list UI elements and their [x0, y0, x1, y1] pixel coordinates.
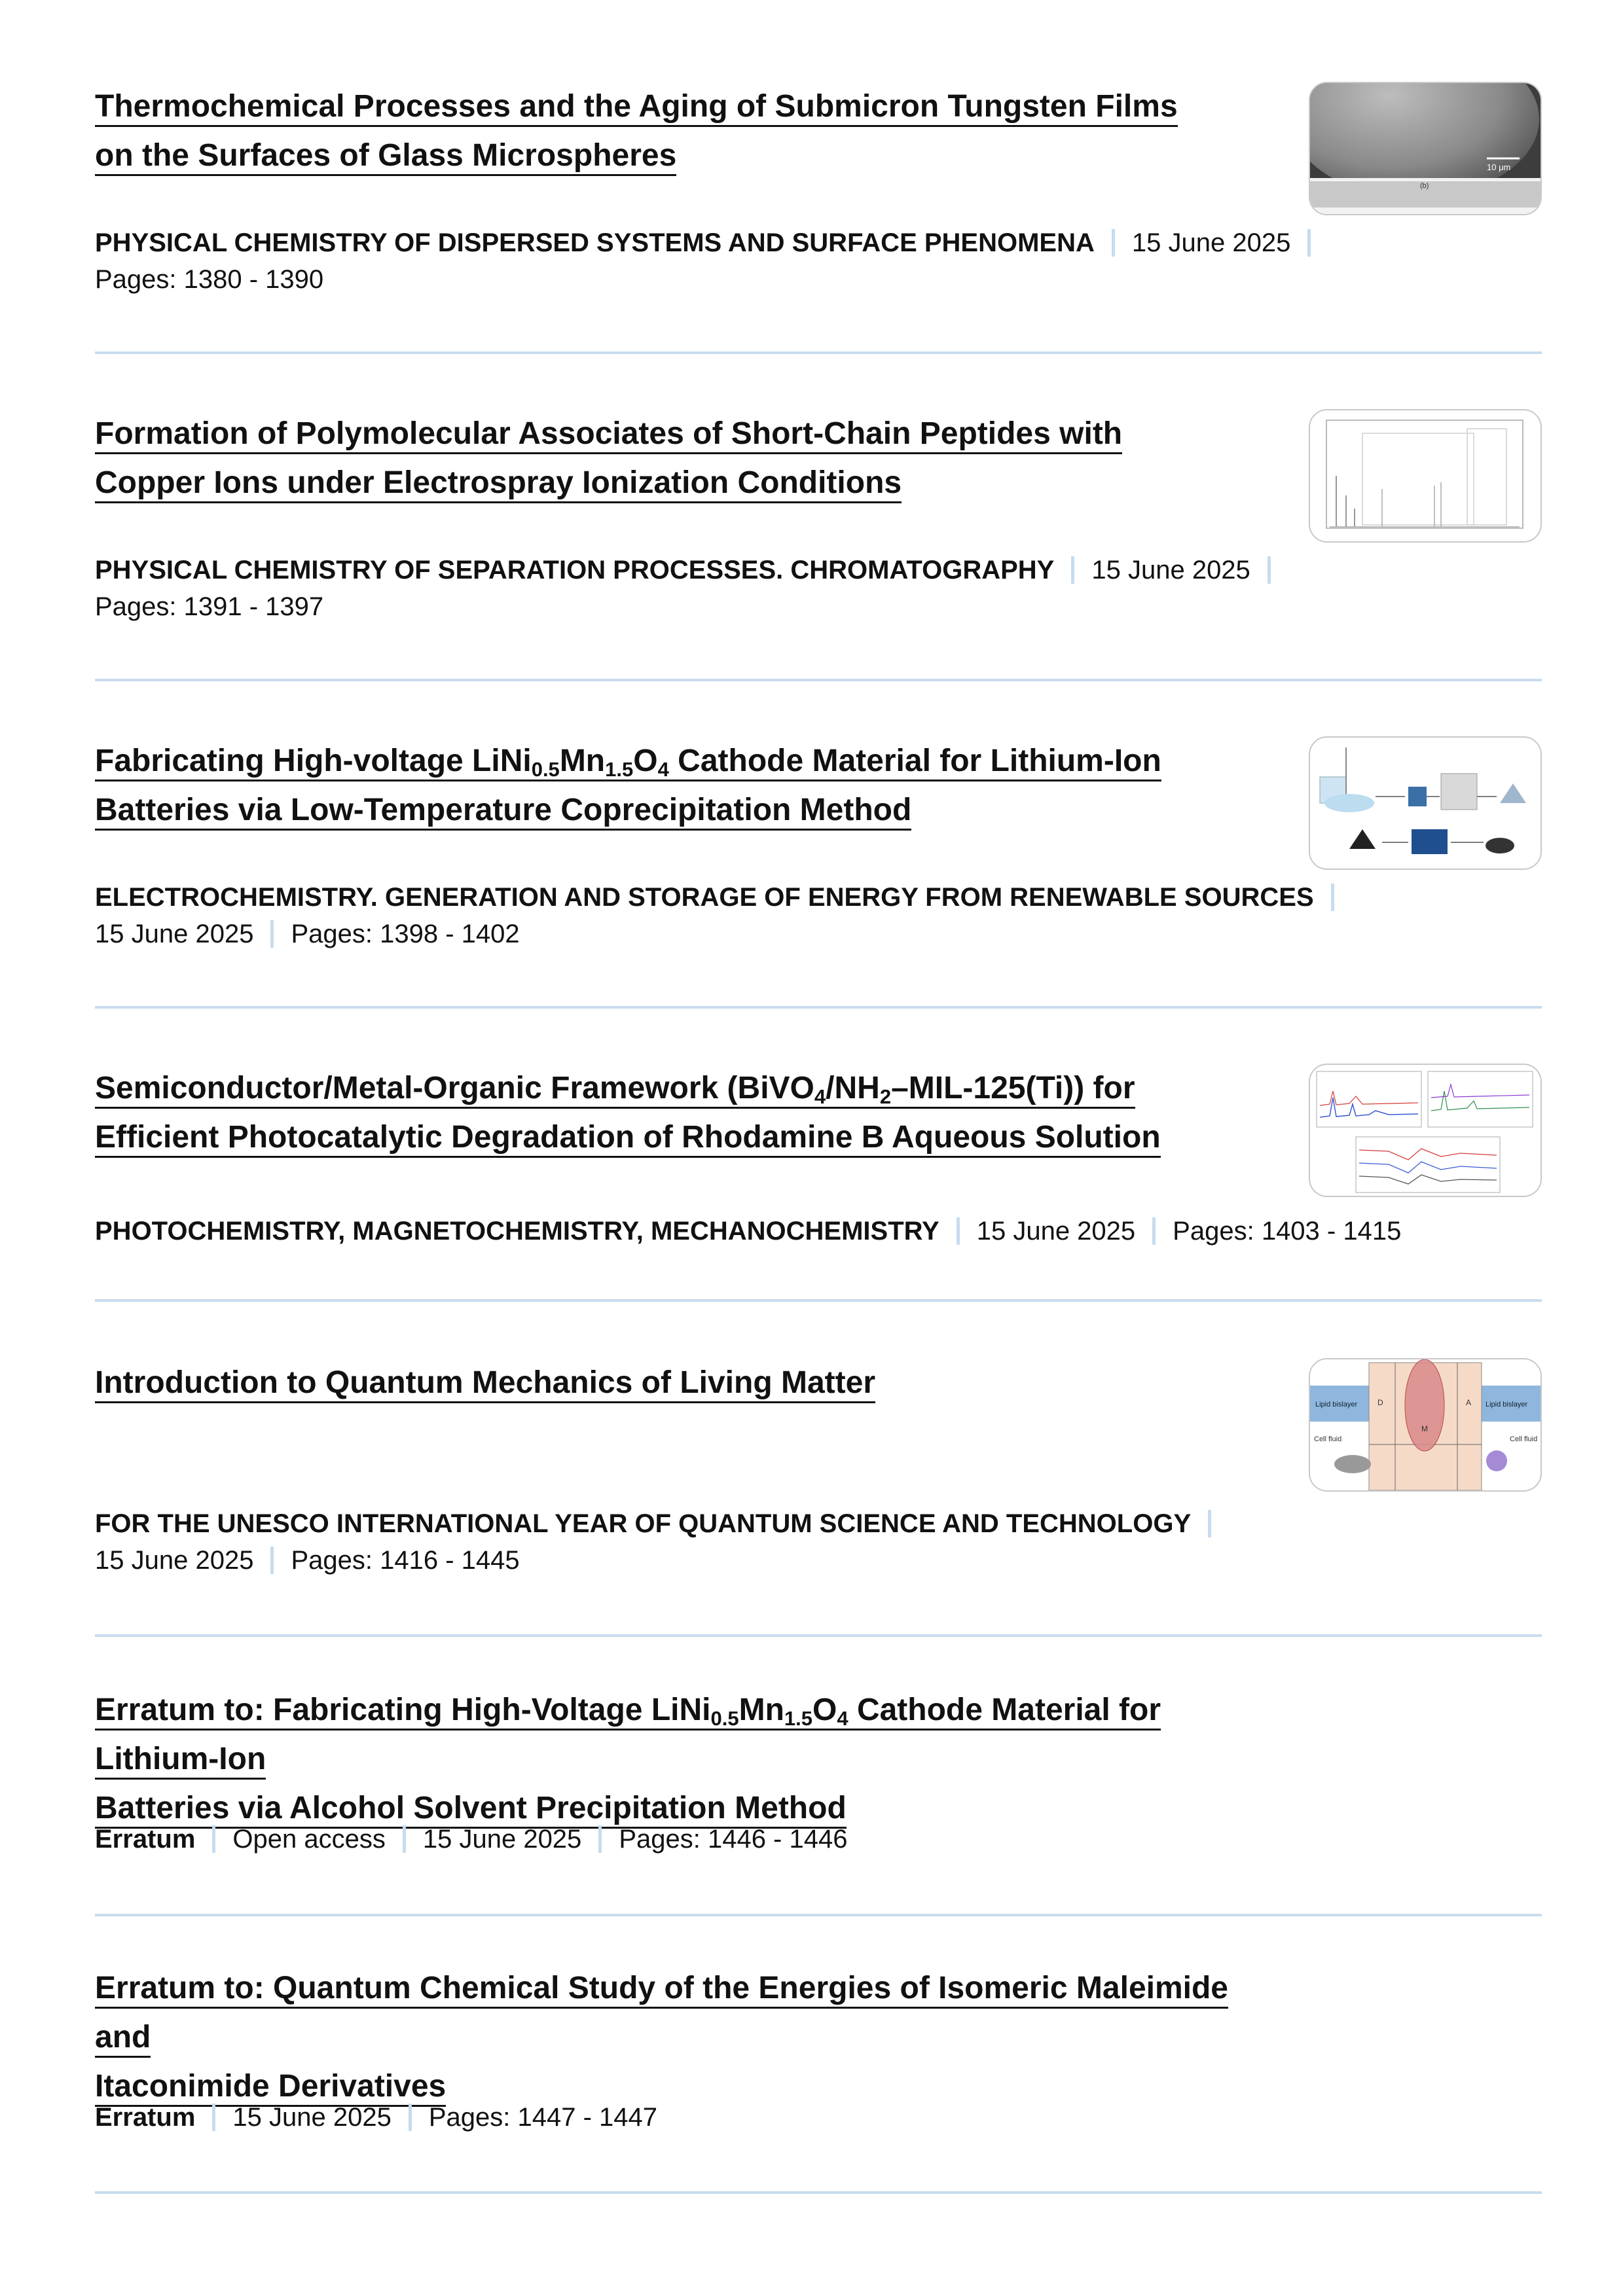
- membrane-diagram: [1310, 1359, 1541, 1490]
- article-title-link[interactable]: Erratum to: Quantum Chemical Study of the Energies of Isomeric Maleimide and: [95, 1971, 1228, 2058]
- article-thumbnail[interactable]: [1309, 82, 1542, 215]
- meta-separator: [212, 2104, 215, 2131]
- meta-separator: [403, 1825, 406, 1853]
- article-pages: Pages: 1398 - 1402: [291, 920, 520, 948]
- svg-text:D: D: [1377, 1398, 1383, 1407]
- svg-text:Cell fluid: Cell fluid: [1510, 1435, 1538, 1443]
- article-thumbnail[interactable]: [1309, 409, 1542, 543]
- article-section[interactable]: FOR THE UNESCO INTERNATIONAL YEAR OF QUANTUM SCIENCE AND TECHNOLOGY: [95, 1509, 1192, 1538]
- synthesis-process-schematic: [1310, 738, 1541, 869]
- article-date: 15 June 2025: [422, 1825, 582, 1854]
- meta-separator: [1071, 556, 1074, 584]
- article-meta: [95, 879, 1417, 952]
- article-title-link[interactable]: Batteries via Alcohol Solvent Precipitation Method: [95, 1791, 847, 1829]
- meta-separator: [1331, 884, 1334, 911]
- meta-separator: [598, 1825, 602, 1853]
- meta-separator: [212, 1825, 215, 1853]
- article-meta: [95, 1505, 1417, 1579]
- article-pages: Pages: 1446 - 1446: [619, 1825, 848, 1854]
- svg-text:Lipid bislayer: Lipid bislayer: [1486, 1401, 1528, 1408]
- article-title: [95, 1964, 1267, 2111]
- article-item: [95, 736, 1542, 1009]
- microsphere-sem-image: [1310, 83, 1541, 214]
- article-type: Erratum: [95, 1825, 196, 1854]
- article-meta: [95, 2099, 1417, 2136]
- article-date: 15 June 2025: [95, 1546, 254, 1575]
- article-section[interactable]: PHYSICAL CHEMISTRY OF SEPARATION PROCESSES. CHROMATOGRAPHY: [95, 556, 1055, 584]
- article-date: 15 June 2025: [1131, 228, 1291, 257]
- svg-text:A: A: [1466, 1398, 1472, 1407]
- article-title-link[interactable]: Fabricating High-voltage $LiNi_{0.5}Mn_{1.5}O_4$ Cathode Material for Lithium-Ion: [95, 744, 1161, 781]
- article-title-link[interactable]: Semiconductor/Metal-Organic Framework $(BiVO_4/NH_2-MIL-125(Ti))$ for: [95, 1071, 1135, 1108]
- open-access-badge: Open access: [232, 1825, 386, 1854]
- meta-separator: [1112, 229, 1115, 257]
- article-pages: Pages: 1403 - 1415: [1173, 1217, 1402, 1246]
- article-section[interactable]: ELECTROCHEMISTRY. GENERATION AND STORAGE OF ENERGY FROM RENEWABLE SOURCES: [95, 883, 1314, 912]
- article-title-link[interactable]: Thermochemical Processes and the Aging of Submicron Tungsten Films: [95, 89, 1178, 127]
- article-item: [95, 1964, 1542, 2194]
- article-title: [95, 1064, 1267, 1162]
- article-pages: Pages: 1380 - 1390: [95, 265, 324, 294]
- article-pages: Pages: 1447 - 1447: [428, 2103, 658, 2132]
- article-date: 15 June 2025: [232, 2103, 392, 2132]
- article-title-link[interactable]: Efficient Photocatalytic Degradation of Rhodamine B Aqueous Solution: [95, 1120, 1161, 1158]
- article-date: 15 June 2025: [976, 1217, 1136, 1246]
- meta-separator: [1307, 229, 1311, 257]
- mass-spectrum-plot: [1310, 410, 1541, 541]
- article-title: [95, 1358, 1267, 1407]
- meta-separator: [270, 1547, 274, 1574]
- article-type: Erratum: [95, 2103, 196, 2132]
- article-title-link[interactable]: Batteries via Low-Temperature Coprecipitation Method: [95, 793, 911, 831]
- article-title-link[interactable]: Formation of Polymolecular Associates of Short-Chain Peptides with: [95, 416, 1122, 454]
- article-title-link[interactable]: on the Surfaces of Glass Microspheres: [95, 138, 676, 176]
- article-title: [95, 1685, 1267, 1833]
- article-item: [95, 409, 1542, 681]
- article-title-link[interactable]: Itaconimide Derivatives: [95, 2069, 446, 2107]
- meta-separator: [409, 2104, 412, 2131]
- article-pages: Pages: 1416 - 1445: [291, 1546, 520, 1575]
- article-title: [95, 736, 1267, 834]
- article-meta: [95, 552, 1417, 625]
- article-item: [95, 1685, 1542, 1916]
- svg-text:Lipid bislayer: Lipid bislayer: [1315, 1401, 1358, 1408]
- xrd-spectra-plots: [1310, 1065, 1541, 1196]
- article-thumbnail[interactable]: [1309, 1358, 1542, 1492]
- article-meta: [95, 224, 1417, 298]
- article-item: [95, 1358, 1542, 1637]
- meta-separator: [1152, 1217, 1156, 1245]
- article-meta: [95, 1821, 1417, 1857]
- article-title-link[interactable]: Copper Ions under Electrospray Ionization Conditions: [95, 465, 902, 503]
- svg-text:(b): (b): [1420, 182, 1429, 190]
- meta-separator: [1267, 556, 1271, 584]
- meta-separator: [1208, 1510, 1211, 1537]
- article-title: [95, 409, 1267, 507]
- meta-separator: [957, 1217, 960, 1245]
- article-title-link[interactable]: Introduction to Quantum Mechanics of Living Matter: [95, 1365, 875, 1403]
- article-date: 15 June 2025: [95, 920, 254, 948]
- article-section[interactable]: PHOTOCHEMISTRY, MAGNETOCHEMISTRY, MECHANOCHEMISTRY: [95, 1217, 939, 1246]
- article-thumbnail[interactable]: [1309, 1064, 1542, 1197]
- article-title-link[interactable]: Erratum to: Fabricating High-Voltage $LiNi_{0.5}Mn_{1.5}O_4$ Cathode Material for Lithium-Ion: [95, 1693, 1161, 1780]
- article-thumbnail[interactable]: [1309, 736, 1542, 870]
- article-section[interactable]: PHYSICAL CHEMISTRY OF DISPERSED SYSTEMS AND SURFACE PHENOMENA: [95, 228, 1095, 257]
- svg-text:10 μm: 10 μm: [1487, 162, 1511, 172]
- meta-separator: [270, 920, 274, 948]
- article-item: [95, 1064, 1542, 1302]
- article-meta: [95, 1213, 1417, 1249]
- article-date: 15 June 2025: [1091, 556, 1250, 584]
- article-pages: Pages: 1391 - 1397: [95, 592, 324, 621]
- svg-text:M: M: [1421, 1424, 1428, 1433]
- article-title: [95, 82, 1267, 180]
- article-item: [95, 82, 1542, 354]
- svg-text:Cell fluid: Cell fluid: [1314, 1435, 1342, 1443]
